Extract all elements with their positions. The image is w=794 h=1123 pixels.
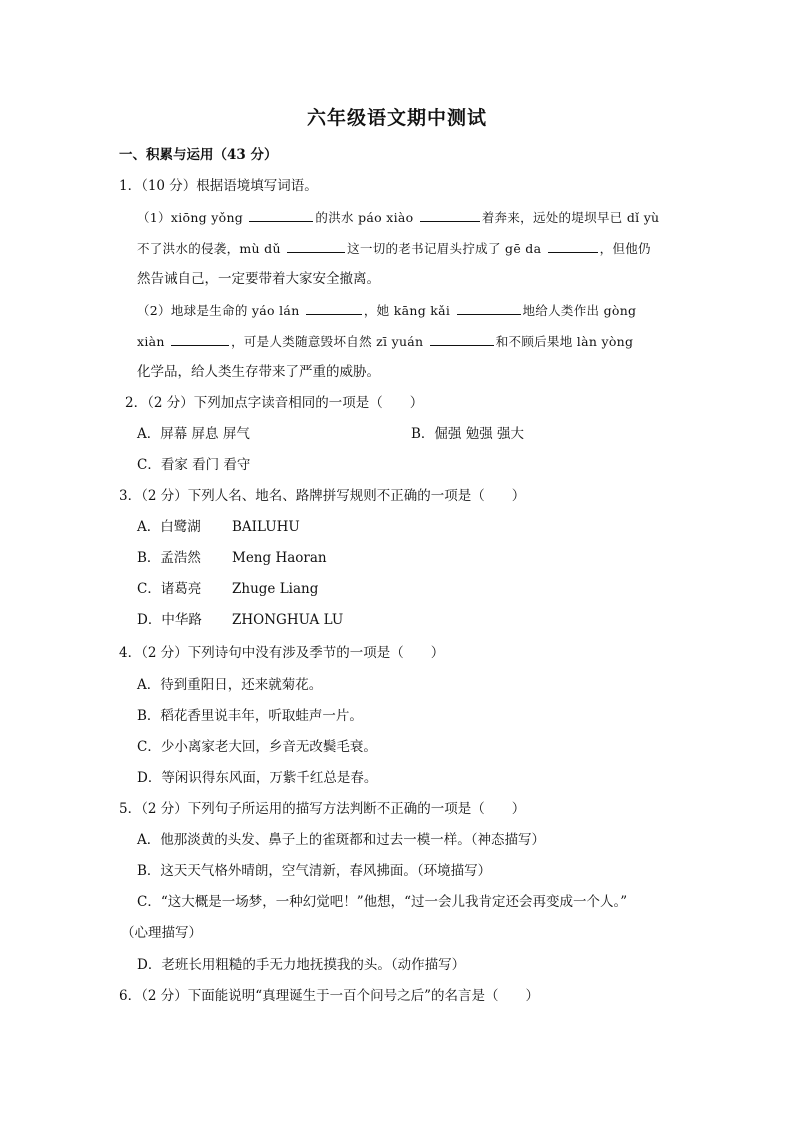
question-2-option-b[interactable]: B．倔强 勉强 强大: [411, 426, 525, 442]
answer-blank[interactable]: [430, 332, 494, 346]
question-3-option-d[interactable]: D．中华路 ZHONGHUA LU: [137, 612, 344, 628]
question-5-option-d[interactable]: D．老班长用粗糙的手无力地抚摸我的头。（动作描写）: [137, 957, 466, 973]
question-1-part2-line3: 化学品，给人类生存带来了严重的威胁。: [137, 364, 380, 380]
answer-blank[interactable]: [420, 208, 480, 222]
question-1-part1-line1: （1）xiōng yǒng 的洪水 páo xiào 着奔来，远处的堤坝早已 dǐ yù: [137, 210, 660, 225]
question-1-heading: 1．（10 分）根据语境填写词语。: [119, 178, 318, 194]
question-5-option-b[interactable]: B．这天天气格外晴朗，空气清新，春风拂面。（环境描写）: [137, 863, 492, 879]
question-1-part2-line2: xiàn ，可是人类随意毁坏自然 zī yuán 和不顾后果地 làn yòng: [137, 334, 634, 349]
answer-blank[interactable]: [287, 239, 345, 253]
answer-blank[interactable]: [548, 239, 598, 253]
question-5-option-c-cont: （心理描写）: [121, 925, 202, 941]
question-1-part1-line2: 不了洪水的侵袭，mù dǔ 这一切的老书记眉头拧成了 gē da ，但他仍: [137, 241, 651, 256]
question-3-option-c[interactable]: C．诸葛亮 Zhuge Liang: [137, 581, 319, 597]
question-2-option-a[interactable]: A．屏幕 屏息 屏气: [137, 426, 250, 442]
question-3-option-a[interactable]: A．白鹭湖 BAILUHU: [137, 519, 300, 535]
question-5-option-c[interactable]: C．“这大概是一场梦，一种幻觉吧！”他想，“过一会儿我肯定还会再变成一个人。”: [137, 894, 628, 910]
question-6-heading: 6．（2 分）下面能说明“真理诞生于一百个问号之后”的名言是（ ）: [119, 988, 540, 1004]
question-4-option-d[interactable]: D．等闲识得东风面，万紫千红总是春。: [137, 770, 378, 786]
question-4-option-a[interactable]: A．待到重阳日，还来就菊花。: [137, 677, 323, 693]
question-3-heading: 3．（2 分）下列人名、地名、路牌拼写规则不正确的一项是（ ）: [119, 488, 526, 504]
answer-blank[interactable]: [306, 301, 362, 315]
question-4-option-b[interactable]: B．稻花香里说丰年，听取蛙声一片。: [137, 708, 363, 724]
question-2-option-c[interactable]: C．看家 看门 看守: [137, 457, 251, 473]
question-5-option-a[interactable]: A．他那淡黄的头发、鼻子上的雀斑都和过去一模一样。（神态描写）: [137, 832, 545, 848]
answer-blank[interactable]: [171, 332, 229, 346]
question-4-option-c[interactable]: C．少小离家老大回，乡音无改鬓毛衰。: [137, 739, 377, 755]
answer-blank[interactable]: [249, 208, 313, 222]
section-heading: 一、积累与运用（43 分）: [119, 147, 278, 163]
answer-blank[interactable]: [457, 301, 521, 315]
question-5-heading: 5．（2 分）下列句子所运用的描写方法判断不正确的一项是（ ）: [119, 801, 526, 817]
question-1-part2-line1: （2）地球是生命的 yáo lán ，她 kāng kǎi 地给人类作出 gòng: [137, 303, 637, 318]
question-4-heading: 4．（2 分）下列诗句中没有涉及季节的一项是（ ）: [119, 645, 445, 661]
question-2-heading: 2．（2 分）下列加点字读音相同的一项是（ ）: [125, 395, 424, 411]
question-3-option-b[interactable]: B．孟浩然 Meng Haoran: [137, 550, 327, 566]
question-1-part1-line3: 然告诫自己，一定要带着大家安全撤离。: [137, 271, 380, 287]
page-title: 六年级语文期中测试: [306, 107, 487, 129]
